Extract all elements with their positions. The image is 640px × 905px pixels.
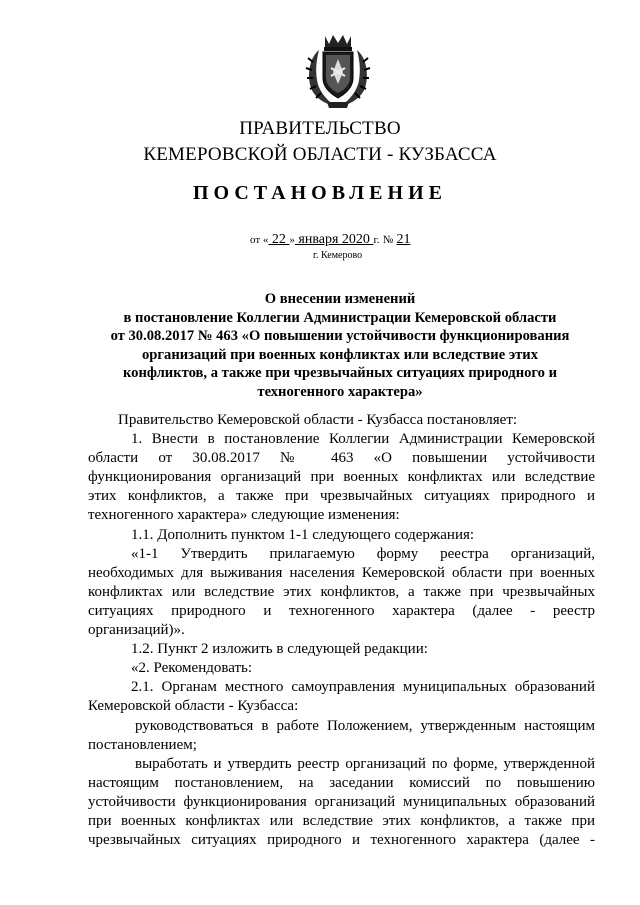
title-line: конфликтов, а также при чрезвычайных ситуациях природного и (122, 365, 558, 381)
date-prefix: от « (250, 234, 269, 246)
title-line: техногенного характера» (257, 383, 423, 400)
body-line: техногенного характера» следующие изменения: (88, 507, 400, 524)
title-line: О внесении изменений (264, 291, 416, 307)
body-line: функционирования организаций при военных конфликтах или вследствие (88, 469, 595, 486)
government-name-line1: ПРАВИТЕЛЬСТВО (239, 118, 401, 139)
number-prefix: № (382, 234, 394, 246)
government-name-line2: КЕМЕРОВСКОЙ ОБЛАСТИ - КУЗБАССА (143, 144, 497, 165)
date-number-line (250, 231, 410, 248)
body-line: Кемеровской области - Кузбасса: (88, 698, 299, 715)
body-line: чрезвычайных ситуациях природного и техногенного характера (далее - (88, 832, 595, 849)
body-line: 1.2. Пункт 2 изложить в следующей редакции: (131, 641, 428, 658)
title-line: в постановление Коллегии Администрации Кемеровской области (123, 309, 557, 326)
city-label: г. Кемерово (313, 250, 363, 261)
body-line: ситуациях природного и техногенного характера (далее - реестр (88, 602, 595, 619)
year-suffix: г. (373, 234, 380, 246)
document-number: 21 (396, 232, 411, 247)
document-body (88, 411, 595, 850)
body-line: конфликтах или вследствие этих конфликтов, а также при чрезвычайных (88, 583, 595, 600)
body-line: Правительство Кемеровской области - Кузбасса постановляет: (118, 412, 518, 428)
document-type: ПОСТАНОВЛЕНИЕ (193, 182, 447, 204)
body-line: 1.1. Дополнить пунктом 1-1 следующего содержания: (131, 526, 475, 543)
date-mid: » (289, 234, 295, 246)
body-line: «1-1 Утвердить прилагаемую форму реестра организаций, (131, 545, 595, 562)
title-line: от 30.08.2017 № 463 «О повышении устойчивости функционирования (110, 328, 570, 344)
coat-of-arms-emblem (305, 32, 371, 110)
body-line: при военных конфликтах или вследствие этих конфликтов, а также при (88, 812, 595, 829)
body-line: 2.1. Органам местного самоуправления муниципальных образований (131, 679, 595, 696)
date-month-year: января 2020 (294, 232, 374, 247)
body-line: «2. Рекомендовать: (131, 660, 253, 677)
body-line: устойчивости функционирования организаций муниципальных образований (88, 793, 595, 810)
body-line: руководствоваться в работе Положением, утвержденным настоящим (135, 717, 595, 734)
title-line: организаций при военных конфликтах или вследствие этих (141, 346, 539, 363)
body-line: организаций)». (88, 622, 185, 639)
body-line: 1. Внести в постановление Коллегии Администрации Кемеровской (131, 431, 595, 448)
body-line: настоящим постановлением, на заседании комиссий по повышению (88, 774, 595, 791)
document-title (95, 290, 585, 401)
date-day: 22 (268, 232, 290, 247)
body-line: постановлением; (88, 736, 197, 753)
body-line: выработать и утвердить реестр организаций по форме, утвержденной (135, 755, 595, 772)
body-line: необходимых для выживания населения Кемеровской области при военных (88, 564, 595, 581)
body-line: этих конфликтов, а также при чрезвычайных ситуациях природного и (88, 488, 595, 505)
body-line: области от 30.08.2017 № 463 «О повышении устойчивости (88, 450, 595, 467)
